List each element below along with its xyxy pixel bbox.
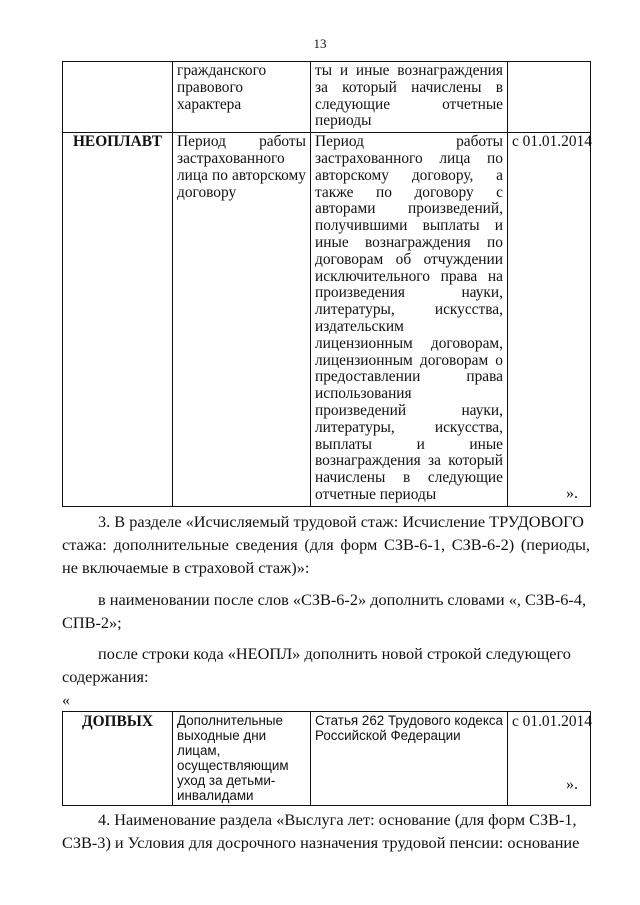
paragraph-3 bbox=[62, 510, 590, 579]
paragraph-5-text: содержания: bbox=[62, 667, 149, 686]
table-row-dopvyh bbox=[63, 712, 591, 806]
closing-quote-2: ». bbox=[566, 776, 578, 793]
table-cell-name: Дополнительные выходные дни лицам, осуществляющим уход за детьми-инвалидами bbox=[173, 712, 311, 806]
paragraph-6-text: СЗВ-3) и Условия для досрочного назначения трудовой пенсии: основание bbox=[62, 833, 580, 852]
table-cell-date: с 01.01.2014 bbox=[508, 133, 591, 507]
closing-quote: ». bbox=[566, 485, 578, 502]
periods-table bbox=[62, 61, 591, 507]
paragraph-6-first-line: 4. Наименование раздела «Выслуга лет: основание (для форм СЗВ-1, bbox=[98, 810, 577, 829]
table-cell-description: ты и иные вознаграждения за который начислены в следующие отчетные периоды bbox=[311, 62, 508, 133]
table-cell-description: Период работы застрахованного лица по авторскому договору, а также по договору с авторами произведений, получившими выплаты и иные вознаграждения по договорам об отчуждении исключительного права на произведения науки, литературы, искусства, издательским лицензионным договорам, лицензионным договорам о предоставлении права использования произведений науки, литературы, искусства, выплаты и иные вознаграждения за который начислены в следующие отчетные периоды bbox=[311, 133, 508, 507]
table-row-continued bbox=[63, 62, 591, 133]
table-cell-name: гражданского правового характера bbox=[173, 62, 311, 133]
table-cell-description: Статья 262 Трудового кодекса Российской Федерации bbox=[311, 712, 508, 806]
paragraph-4-text: СПВ-2»; bbox=[62, 613, 122, 632]
paragraph-6 bbox=[62, 808, 590, 854]
paragraph-5-first-line: после строки кода «НЕОПЛ» дополнить новой строкой следующего bbox=[98, 644, 571, 663]
paragraph-4-first-line: в наименовании после слов «СЗВ-6-2» дополнить словами «, СЗВ-6-4, bbox=[98, 590, 587, 609]
additional-table bbox=[62, 711, 591, 806]
table-row-neoplavt bbox=[63, 133, 591, 507]
table-cell-code: НЕОПЛАВТ bbox=[63, 133, 173, 507]
paragraph-3-first-line: 3. В разделе «Исчисляемый трудовой стаж: Исчисление ТРУДОВОГО bbox=[98, 512, 584, 531]
paragraph-4 bbox=[62, 588, 590, 634]
table-cell-code bbox=[63, 62, 173, 133]
table-cell-code: ДОПВЫХ bbox=[63, 712, 173, 806]
table-cell-date: с 01.01.2014 bbox=[508, 712, 591, 806]
opening-quote: « bbox=[62, 692, 70, 709]
paragraph-3-text: стажа: дополнительные сведения (для форм СЗВ-6-1, СЗВ-6-2) (периоды, не включаемые в страховой стаж)»: bbox=[62, 535, 590, 577]
table-cell-date bbox=[508, 62, 591, 133]
paragraph-5 bbox=[62, 642, 590, 688]
table-cell-name: Период работы застрахованного лица по авторскому договору bbox=[173, 133, 311, 507]
page-number: 13 bbox=[313, 36, 327, 51]
